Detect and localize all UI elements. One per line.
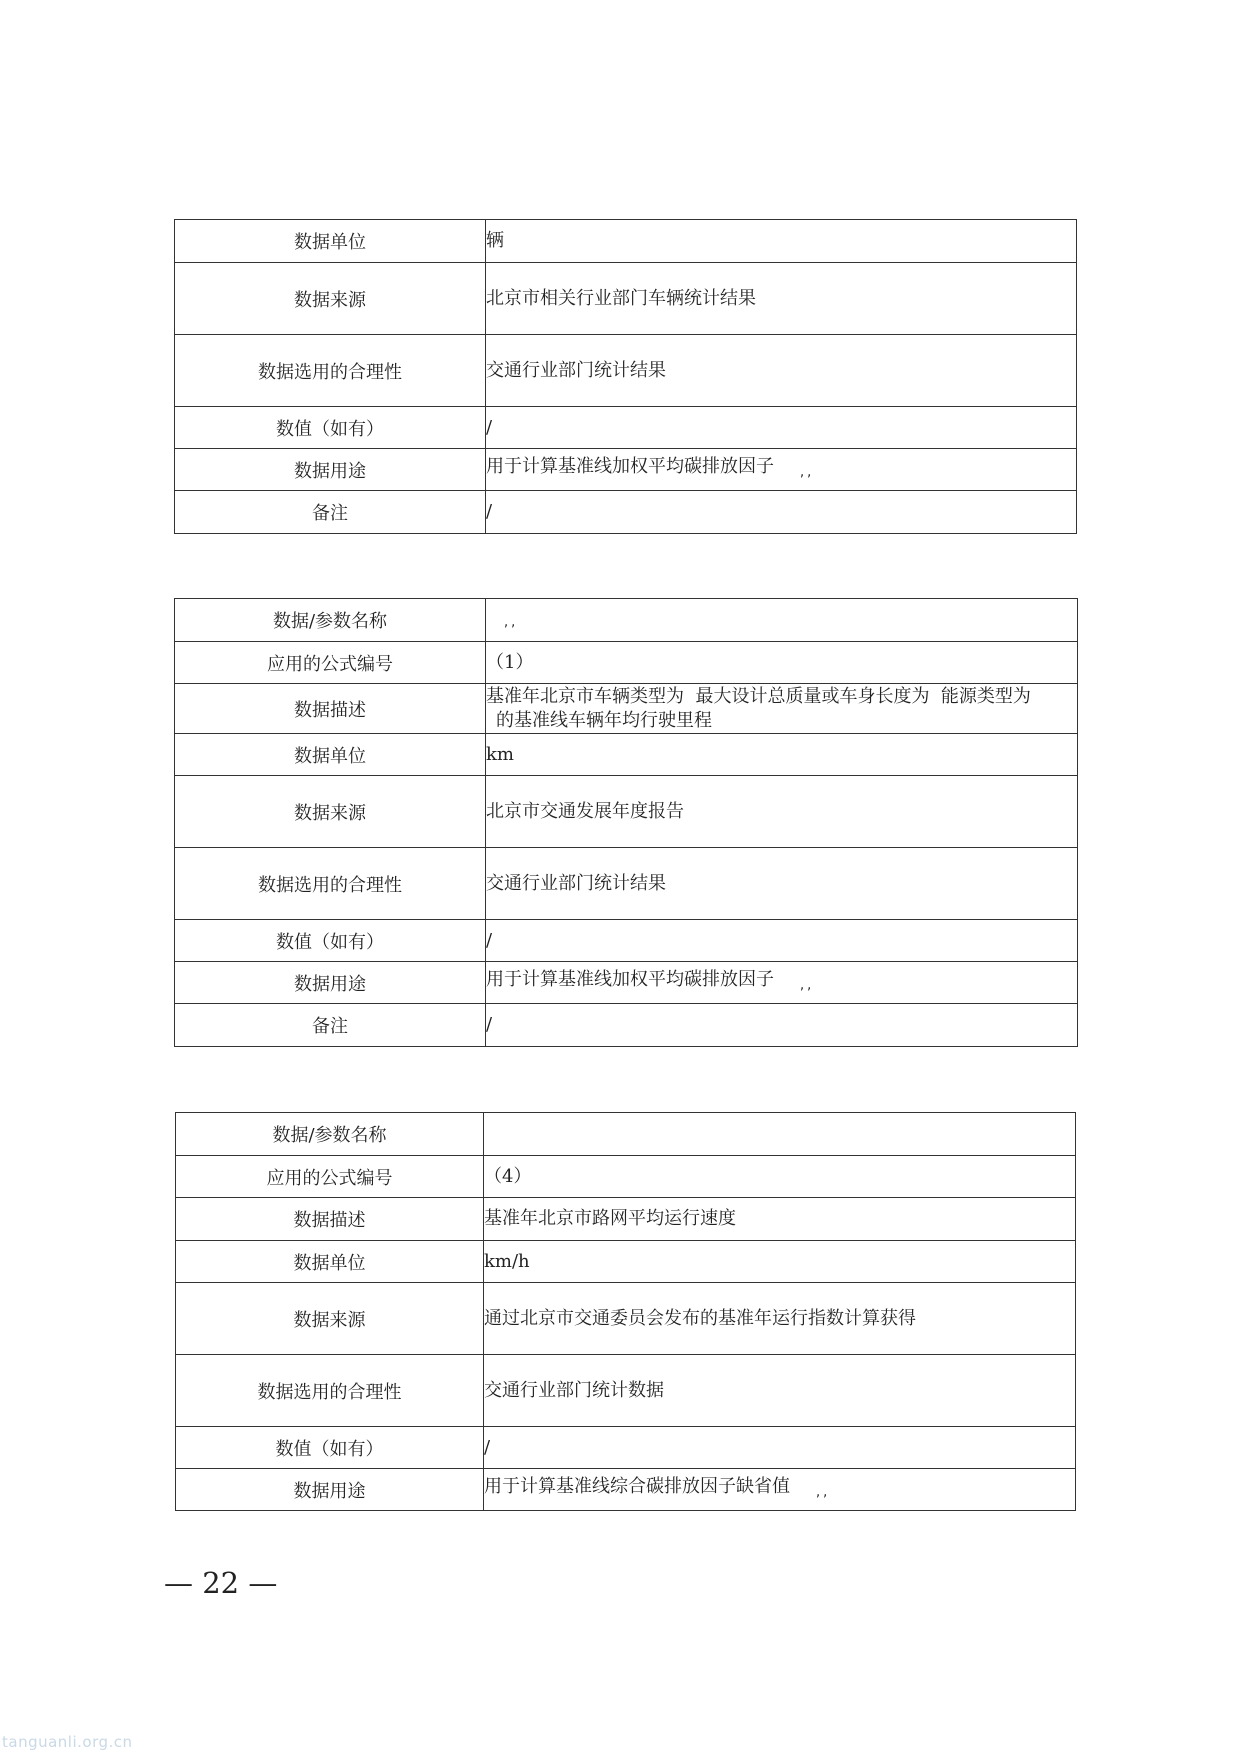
subscript-marks: ,, [504,615,519,630]
table-row [176,1241,1076,1283]
row-value: / [486,491,1077,534]
row-label: 数据来源 [175,776,486,848]
row-label: 数据选用的合理性 [175,335,486,407]
table-row [175,599,1078,642]
row-value: （4） [484,1156,1076,1198]
data-parameter-table-3 [175,1112,1076,1511]
table-row [176,1283,1076,1355]
table-row [175,776,1078,848]
row-value: 辆 [486,220,1077,263]
row-label: 数据选用的合理性 [175,848,486,920]
data-parameter-table-2 [174,598,1078,1047]
row-value: / [484,1427,1076,1469]
row-label: 数据用途 [175,962,486,1004]
row-label: 数据单位 [175,220,486,263]
row-label: 数据/参数名称 [175,599,486,642]
row-value: 用于计算基准线加权平均碳排放因子 [486,455,774,477]
row-label: 数值（如有） [175,407,486,449]
row-label: 数据描述 [175,684,486,734]
row-label: 数据单位 [176,1241,484,1283]
row-label: 数据用途 [175,449,486,491]
table-row [175,335,1077,407]
row-value: 用于计算基准线加权平均碳排放因子 [486,968,774,990]
row-value: 交通行业部门统计结果 [486,335,1077,407]
row-label: 数据单位 [175,734,486,776]
row-label: 数据用途 [176,1469,484,1511]
table-row [176,1156,1076,1198]
subscript-marks: ,, [800,977,815,993]
row-label: 数值（如有） [176,1427,484,1469]
table-row [176,1113,1076,1156]
table-row [176,1469,1076,1511]
row-value: 北京市相关行业部门车辆统计结果 [486,263,1077,335]
data-parameter-table-1 [174,219,1077,534]
table-row [175,962,1078,1004]
row-value: km/h [484,1241,1076,1283]
description-line-1: 基准年北京市车辆类型为 最大设计总质量或车身长度为 能源类型为 [486,685,1031,707]
row-label: 备注 [175,491,486,534]
table-row [175,848,1078,920]
row-value [484,1113,1076,1156]
row-value: / [486,920,1078,962]
table-row [175,491,1077,534]
table-row [175,407,1077,449]
row-value-cell [486,684,1078,734]
table-row [175,1004,1078,1047]
row-value: km [486,734,1078,776]
table-row [176,1355,1076,1427]
row-label: 数据来源 [176,1283,484,1355]
table-row [175,449,1077,491]
row-label: 数据选用的合理性 [176,1355,484,1427]
row-value: 北京市交通发展年度报告 [486,776,1078,848]
row-label: 备注 [175,1004,486,1047]
row-label: 数值（如有） [175,920,486,962]
subscript-marks: ,, [816,1484,831,1500]
table-row [175,734,1078,776]
table-row [175,220,1077,263]
row-label: 数据描述 [176,1198,484,1241]
table-row [175,642,1078,684]
row-value-cell [486,599,1078,642]
description-line-2: 的基准线车辆年均行驶里程 [496,709,712,731]
table-row [176,1198,1076,1241]
row-value: （1） [486,642,1078,684]
row-label: 应用的公式编号 [176,1156,484,1198]
row-value: / [486,1004,1078,1047]
table-row [175,263,1077,335]
row-value: 交通行业部门统计结果 [486,848,1078,920]
row-label: 应用的公式编号 [175,642,486,684]
table-row [176,1427,1076,1469]
row-value: 用于计算基准线综合碳排放因子缺省值 [484,1475,790,1497]
table-row [175,684,1078,734]
row-value-cell [484,1469,1076,1511]
row-label: 数据/参数名称 [176,1113,484,1156]
row-value: 基准年北京市路网平均运行速度 [484,1198,1076,1241]
watermark: tanguanli.org.cn [2,1733,133,1751]
row-value: / [486,407,1077,449]
page-number: — 22 — [164,1566,278,1600]
row-label: 数据来源 [175,263,486,335]
row-value: 交通行业部门统计数据 [484,1355,1076,1427]
subscript-marks: ,, [800,464,815,480]
row-value-cell [486,449,1077,491]
table-row [175,920,1078,962]
row-value: 通过北京市交通委员会发布的基准年运行指数计算获得 [484,1283,1076,1355]
row-value-cell [486,962,1078,1004]
